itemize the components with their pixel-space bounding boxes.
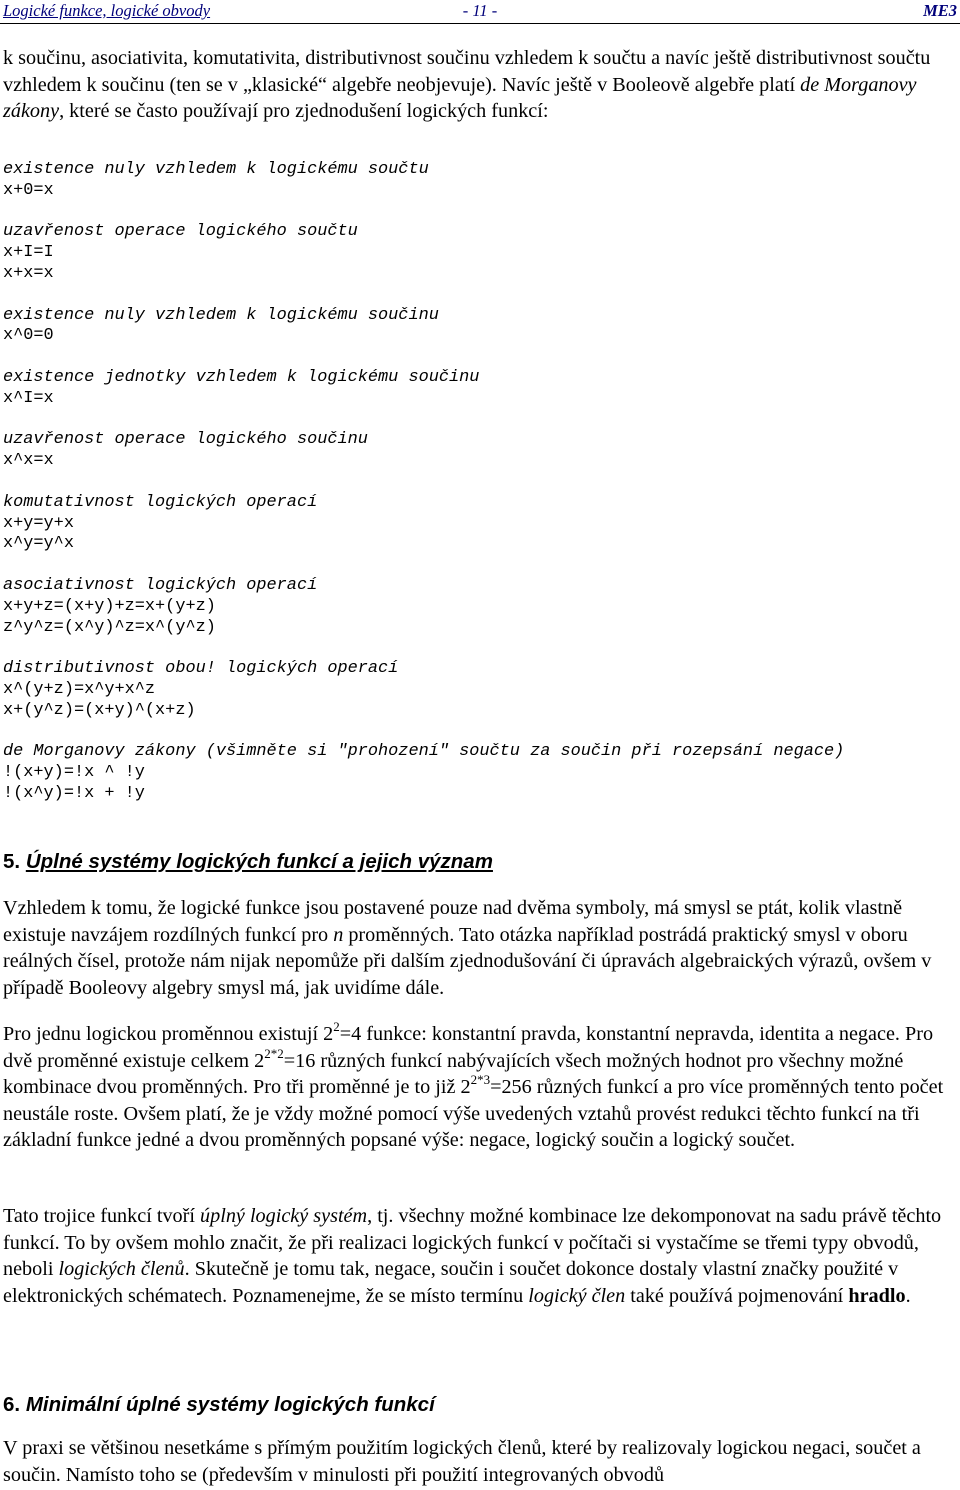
paragraph-text: =256 různých funkcí a pro více proměnných tento počet neustále roste. Ovšem platí, že je vždy možné pomocí výše uvedených vztahů provést redukci těchto funkcí na tři základní funkce jedné a dvou proměnných popsané výše: negace, logický součin a logický součet. <box>3 1076 944 1151</box>
law-title: existence jednotky vzhledem k logickému součinu <box>3 367 480 387</box>
law-formula: x+0=x <box>3 180 54 200</box>
section-6-paragraph-1 <box>3 1435 957 1488</box>
paragraph-text: také používá pojmenování <box>625 1284 849 1307</box>
law-title: komutativnost logických operací <box>3 492 318 512</box>
italic-term: logických členů <box>58 1258 185 1280</box>
paragraph-text: Tato trojice funkcí tvoří <box>3 1205 201 1227</box>
italic-term: logický člen <box>528 1284 626 1307</box>
section-5-heading <box>3 850 957 874</box>
law-title: uzavřenost operace logického součtu <box>3 222 358 242</box>
header-page-number: - 11 - <box>462 1 498 20</box>
section-number: 6. <box>3 1393 21 1416</box>
law-formula: x+x=x <box>3 263 54 283</box>
italic-term: úplný logický systém <box>200 1205 368 1227</box>
law-title: existence nuly vzhledem k logickému součtu <box>3 160 429 179</box>
intro-text-end: , které se často používají pro zjednodušení logických funkcí: <box>59 100 549 122</box>
law-formula: x^y=y^x <box>3 534 74 554</box>
section-6-heading <box>3 1393 957 1417</box>
law-title: existence nuly vzhledem k logickému součinu <box>3 305 439 325</box>
paragraph-text: =4 funkce: konstantní pravda, konstantní nepravda, identita a negace. Pro dvě proměnné existuje celkem 2 <box>3 1023 934 1072</box>
section-title: Minimální úplné systémy logických funkcí <box>25 1393 435 1416</box>
section-5-paragraph-1 <box>3 895 957 1001</box>
section-title: Úplné systémy logických funkcí a jejich význam <box>25 850 493 873</box>
law-title: uzavřenost operace logického součinu <box>3 430 368 450</box>
section-number: 5. <box>3 850 21 873</box>
header-course-code: ME3 <box>923 1 957 20</box>
paragraph-text: proměnných. Tato otázka například postrádá praktický smysl v oboru reálných čísel, protože nám nijak nepomůže při dalším zjednodušování či úpravách algebraických výrazů, ovšem v případě Booleovy algebry smysl má, jak uvidíme dále. <box>3 923 932 999</box>
section-5-paragraph-2 <box>3 1021 957 1154</box>
law-formula: x+I=I <box>3 243 54 263</box>
header-chapter-title: Logické funkce, logické obvody <box>3 1 211 20</box>
law-title: de Morganovy zákony (všimněte si "prohození" součtu za součin při rozepsání negace) <box>3 742 845 762</box>
law-formula: x+y=y+x <box>3 513 74 533</box>
bold-term: hradlo <box>848 1284 906 1307</box>
exponent: 2*3 <box>470 1072 491 1088</box>
law-formula: !(x+y)=!x ^ !y <box>3 763 145 783</box>
boolean-laws-list <box>3 160 957 805</box>
law-formula: x^(y+z)=x^y+x^z <box>3 679 156 699</box>
intro-paragraph <box>3 45 957 125</box>
law-formula: x^I=x <box>3 388 54 408</box>
law-formula: z^y^z=(x^y)^z=x^(y^z) <box>3 617 216 637</box>
intro-italic-term: de Morganovy zákony <box>3 73 917 122</box>
paragraph-text: Pro jednu logickou proměnnou existují 2 <box>3 1023 334 1045</box>
paragraph-text: . Skutečně je tomu tak, negace, součin i součet dokonce dostaly vlastní značky použité v elektronických schématech. Poznamenejme, že se místo termínu <box>3 1258 899 1307</box>
law-title: distributivnost obou! logických operací <box>3 659 399 679</box>
page-header <box>0 1 960 24</box>
intro-text: k součinu, asociativita, komutativita, distributivnost součinu vzhledem k součtu a navíc ještě distributivnost součtu vzhledem k součinu (ten se v „klasické“ algebře neobjevuje). Navíc ještě v Booleově algebře platí <box>3 47 931 96</box>
law-title: asociativnost logických operací <box>3 575 318 595</box>
paragraph-text: , tj. všechny možné kombinace lze dekomponovat na sadu právě těchto funkcí. To by ovšem mohlo značit, že při realizaci logických funkcí v počítači si vystačíme se třemi typy obvodů, neboli <box>3 1205 942 1280</box>
law-formula: x^x=x <box>3 451 54 471</box>
exponent: 2 <box>333 1019 340 1035</box>
paragraph-text: V praxi se většinou nesetkáme s přímým použitím logických členů, které by realizovaly logickou negaci, součet a součin. Namísto toho se (především v minulosti při použití integrovaných obvodů <box>3 1437 921 1486</box>
paragraph-text: . <box>905 1284 911 1307</box>
italic-variable: n <box>333 923 344 946</box>
law-formula: x+(y^z)=(x+y)^(x+z) <box>3 700 196 720</box>
paragraph-text: =16 různých funkcí nabývajících všech možných hodnot pro všechny možné kombinace dvou proměnných. Pro tři proměnné je to již 2 <box>3 1049 904 1098</box>
law-formula: x^0=0 <box>3 326 54 346</box>
exponent: 2*2 <box>264 1045 284 1061</box>
law-formula: !(x^y)=!x + !y <box>3 783 145 803</box>
section-5-paragraph-3 <box>3 1203 957 1309</box>
paragraph-text: Vzhledem k tomu, že logické funkce jsou postavené pouze nad dvěma symboly, má smysl se ptát, kolik vlastně existuje navzájem rozdílných funkcí pro <box>3 897 903 946</box>
law-formula: x+y+z=(x+y)+z=x+(y+z) <box>3 596 216 616</box>
